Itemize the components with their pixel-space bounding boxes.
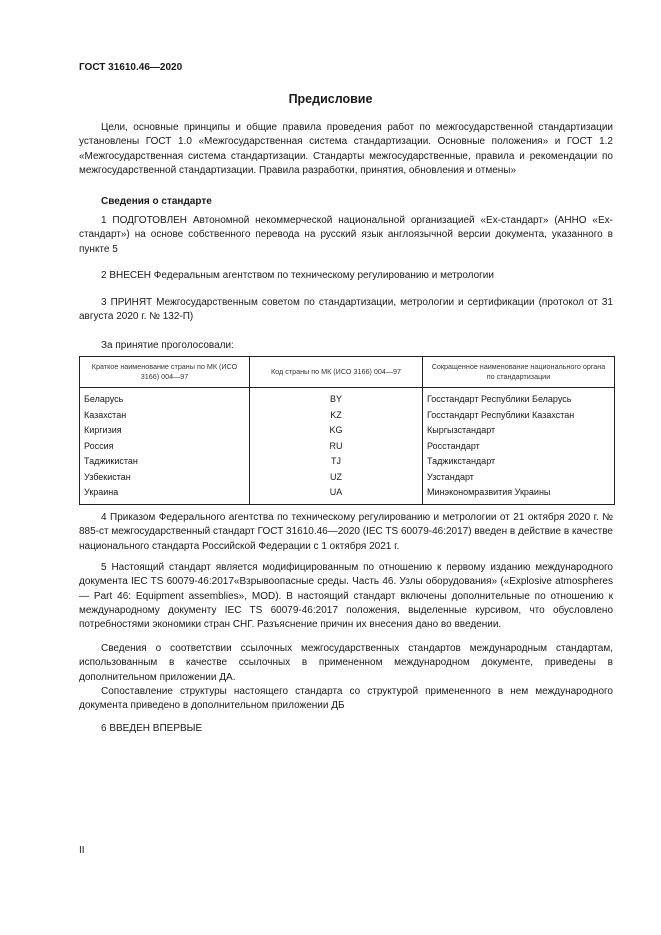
code-cell: KZ [250, 408, 423, 424]
voted-label: За принятие проголосовали: [101, 340, 234, 351]
table-row [80, 388, 615, 408]
country-cell: Киргизия [80, 423, 250, 439]
body-cell: Таджикстандарт [423, 454, 615, 470]
code-cell: TJ [250, 454, 423, 470]
body-cell: Росстандарт [423, 439, 615, 455]
item-3-paragraph: 3 ПРИНЯТ Межгосударственным советом по стандартизации, метрологии и сертификации (протокол от 31 августа 2020 г. № 132-П) [79, 297, 613, 323]
item-5-references-paragraph: Сведения о соответствии ссылочных межгосударственных стандартов международным стандартам, использованным в качестве ссылочных в примененном международном документе, приведены в дополнительном приложении ДА. [79, 643, 613, 683]
table-row [80, 485, 615, 504]
country-cell: Таджикистан [80, 454, 250, 470]
header-code: Код страны по МК (ИСО 3166) 004—97 [250, 357, 423, 388]
table-row [80, 408, 615, 424]
table-header-row [80, 357, 615, 388]
standard-id-header: ГОСТ 31610.46—2020 [79, 62, 183, 73]
code-cell: KG [250, 423, 423, 439]
table-row [80, 470, 615, 486]
code-cell: UA [250, 485, 423, 504]
item-2-paragraph: 2 ВНЕСЕН Федеральным агентством по техническому регулированию и метрологии [101, 270, 494, 281]
table-row [80, 439, 615, 455]
country-cell: Украина [80, 485, 250, 504]
body-cell: Госстандарт Республики Беларусь [423, 388, 615, 408]
section-title: Предисловие [288, 92, 373, 106]
country-cell: Беларусь [80, 388, 250, 408]
table-row [80, 454, 615, 470]
item-1-paragraph: 1 ПОДГОТОВЛЕН Автономной некоммерческой национальной организацией «Ех-стандарт» (АННО «Ех-стандарт») на основе собственного перевода на русский язык англоязычной версии документа, указанного в пункте 5 [79, 215, 613, 255]
item-5-structure-paragraph: Сопоставление структуры настоящего стандарта со структурой примененного в нем международного документа приведено в дополнительном приложении ДБ [79, 686, 613, 712]
body-cell: Кыргызстандарт [423, 423, 615, 439]
header-country: Краткое наименование страны по МК (ИСО 3166) 004—97 [80, 357, 250, 388]
body-cell: Госстандарт Республики Казахстан [423, 408, 615, 424]
header-body: Сокращенное наименование национального органа по стандартизации [423, 357, 615, 388]
code-cell: BY [250, 388, 423, 408]
item-4-paragraph: 4 Приказом Федерального агентства по техническому регулированию и метрологии от 21 октября 2020 г. № 885-ст межгосударственный стандарт ГОСТ 31610.46—2020 (IEC TS 60079-46:2017) введен в действие в качестве национального стандарта Российской Федерации с 1 октября 2021 г. [79, 512, 613, 552]
intro-paragraph: Цели, основные принципы и общие правила проведения работ по межгосударственной стандартизации установлены ГОСТ 1.0 «Межгосударственная система стандартизации. Основные положения» и ГОСТ 1.2 «Межгосударственная система стандартизации. Стандарты межгосударственные, правила и рекомендации по межгосударственной стандартизации. Правила разработки, принятия, обновления и отмены» [79, 122, 613, 176]
country-cell: Россия [80, 439, 250, 455]
info-heading: Сведения о стандарте [101, 196, 212, 207]
code-cell: RU [250, 439, 423, 455]
item-6-paragraph: 6 ВВЕДЕН ВПЕРВЫЕ [101, 723, 203, 734]
voting-table [79, 356, 615, 505]
code-cell: UZ [250, 470, 423, 486]
body-cell: Минэкономразвития Украины [423, 485, 615, 504]
table-row [80, 423, 615, 439]
country-cell: Узбекистан [80, 470, 250, 486]
body-cell: Узстандарт [423, 470, 615, 486]
item-5-paragraph: 5 Настоящий стандарт является модифицированным по отношению к первому изданию международного документа IEC TS 60079-46:2017«Взрывоопасные среды. Часть 46. Узлы оборудования» («Explosive atmospheres — Part 46: Equipment assemblies», MOD). В настоящий стандарт включены дополнительные по отношению к международному документу IEC TS 60079-46:2017 положения, выделенные курсивом, что обусловлено потребностями экономики стран СНГ. Разъяснение причин их внесения дано во введении. [79, 562, 613, 631]
country-cell: Казахстан [80, 408, 250, 424]
page-number: II [79, 845, 85, 856]
